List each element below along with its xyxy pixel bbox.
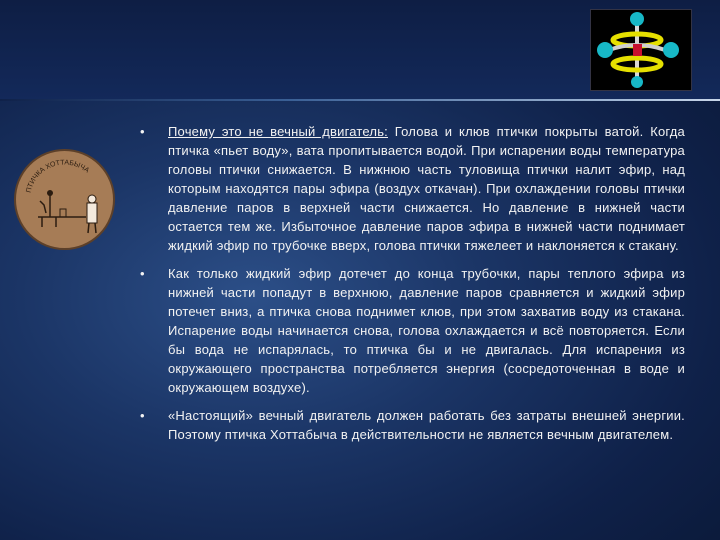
header-divider xyxy=(0,99,720,101)
slide-body xyxy=(140,122,685,453)
bullet: • xyxy=(140,408,145,423)
bullet: • xyxy=(140,266,145,281)
medallion-caption: ПТИЧКА ХОТТАБЫЧА xyxy=(25,159,91,194)
list-item xyxy=(140,406,685,444)
medallion-illustration xyxy=(14,149,115,250)
molecule-illustration xyxy=(590,9,692,91)
svg-text:ПТИЧКА ХОТТАБЫЧА xyxy=(26,159,91,193)
paragraph-text: Как только жидкий эфир дотечет до конца трубочки, пары теплого эфира из нижней части попадут в верхнюю, давление паров сравняется и жидкий эфир потечет вниз, а птичка снова поднимет клюв, при этом захватив воду из стакана. Испарение воды начинается снова, голова охлаждается и всё повторяется. Если бы вода не испарялась, то птичка бы и не двигалась. Для испарения из окружающего пространства потребляется энергия (сосредоточенная в воде и окружающем воздухе). xyxy=(168,266,685,395)
list-item xyxy=(140,264,685,397)
list-item xyxy=(140,122,685,255)
paragraph-text: Голова и клюв птички покрыты ватой. Когда птичка «пьет воду», вата пропитывается водой. При испарении воды температура головы птички снижается. В нижнюю часть туловища птички налит эфир, над которым находятся пары эфира (воздух откачан). При охлаждении головы птички давление паров в верхней части снижается. Но давление в нижней части остается тем же. Избыточное давление паров эфира в нижней части поднимает жидкий эфир по трубочке вверх, голова птички тяжелеет и наклоняется к стакану. xyxy=(168,124,685,253)
paragraph-text: «Настоящий» вечный двигатель должен работать без затраты внешней энергии. Поэтому птичка Хоттабыча в действительности не является вечным двигателем. xyxy=(168,408,685,442)
paragraph xyxy=(168,122,685,255)
paragraph-heading: Почему это не вечный двигатель: xyxy=(168,124,388,139)
bullet: • xyxy=(140,124,145,139)
